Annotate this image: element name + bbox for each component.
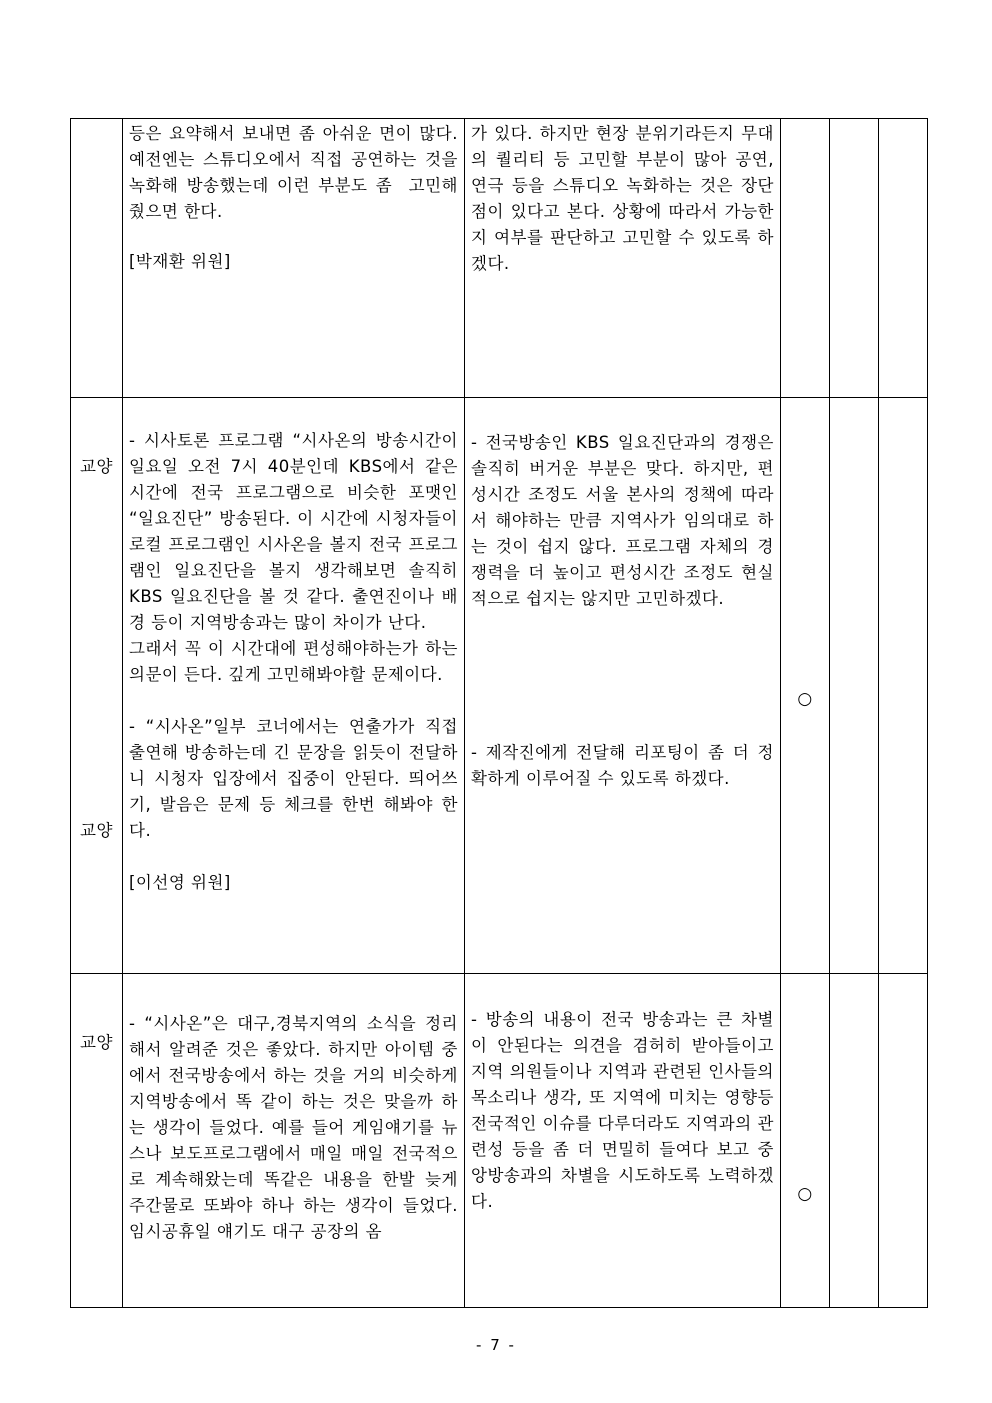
table-row [71,119,928,398]
response-cell [465,119,781,398]
reflection-mark-cell [781,398,830,974]
opinion-text: - “시사온”일부 코너에서는 연출가가 직접 출연해 방송하는데 긴 문장을 읽듯이 전달하니 시청자 입장에서 집중이 안된다. 띄어쓰기, 발음은 문제 등 체크를 한번 해봐야 한다. [129,717,464,840]
review-table [70,118,928,1308]
blank-cell [879,974,928,1308]
opinion-spacer [129,844,458,870]
committee-member-name: [이선영 위원] [129,873,231,892]
table-row [71,398,928,974]
response-text: - 전국방송인 KBS 일요진단과의 경쟁은 솔직히 버거운 부분은 맞다. 하지만, 편성시간 조정도 서울 본사의 정책에 따라서 해야하는 만큼 지역사가 임의대로 하는 것이 쉽지 않다. 프로그램 자체의 경쟁력을 더 높이고 편성시간 조정도 현실적으로 쉽지는 않지만 고민하겠다. [471,433,780,608]
opinion-text: 그래서 꼭 이 시간대에 편성해야하는가 하는 의문이 든다. 깊게 고민해봐야할 문제이다. [129,639,464,684]
reflection-mark-cell [781,119,830,398]
response-cell [465,398,781,974]
category-label: 교양 [80,457,113,476]
opinion-text: - 시사토론 프로그램 “시사온의 방송시간이 일요일 오전 7시 40분인데 KBS에서 같은 시간에 전국 프로그램으로 비슷한 포맷인 “일요진단” 방송된다. 이 시간에 시청자들이 로컬 프로그램인 시사온을 볼지 전국 프로그램인 일요진단을 볼지 생각해보면 솔직히 KBS 일요진단을 볼 것 같다. 출연진이나 배경 등이 지역방송과는 많이 차이가 난다. [129,431,464,632]
category-cell [71,119,123,398]
opinion-cell [123,398,465,974]
opinion-text: - “시사온”은 대구,경북지역의 소식을 정리해서 알려준 것은 좋았다. 하지만 아이템 중에서 전국방송에서 하는 것을 거의 비슷하게 지역방송에서 똑 같이 하는 것은 맞을까 하는 생각이 들었다. 예를 들어 게임얘기를 뉴스나 보도프로그램에서 매일 매일 전국적으로 계속해왔는데 똑같은 내용을 한발 늦게 주간물로 또봐야 하나 하는 생각이 들었다. 임시공휴일 얘기도 대구 공장의 옴 [129,1014,464,1241]
response-cell [465,974,781,1308]
table-row [71,974,928,1308]
reflection-mark: ○ [797,689,813,709]
opinion-text: 등은 요약해서 보내면 좀 아쉬운 면이 많다. 예전엔는 스튜디오에서 직접 공연하는 것을 녹화해 방송했는데 이런 부분도 좀 고민해줬으면 한다. [129,124,464,221]
blank-cell [879,398,928,974]
committee-member-name: [박재환 위원] [129,252,231,271]
opinion-cell [123,974,465,1308]
blank-cell [830,119,879,398]
blank-cell [879,119,928,398]
category-cell [71,398,123,974]
response-text: 가 있다. 하지만 현장 분위기라든지 무대의 퀄리티 등 고민할 부분이 많아 공연, 연극 등을 스튜디오 녹화하는 것은 장단점이 있다고 본다. 상황에 따라서 가능한지 여부를 판단하고 고민할 수 있도록 하겠다. [471,124,780,273]
reflection-mark: ○ [797,1184,813,1204]
category-cell [71,974,123,1308]
blank-cell [830,398,879,974]
blank-cell [830,974,879,1308]
response-text: - 방송의 내용이 전국 방송과는 큰 차별이 안된다는 의견을 겸허히 받아들이고 지역 의원들이나 지역과 관련된 인사들의 목소리나 생각, 또 지역에 미치는 영향등 전국적인 이슈를 다루더라도 지역과의 관련성 등을 좀 더 면밀히 들여다 보고 중앙방송과의 차별을 시도하도록 노력하겠다. [471,1010,780,1211]
category-label: 교양 [80,821,113,840]
page-number: - 7 - [476,1336,516,1354]
response-text: - 제작진에게 전달해 리포팅이 좀 더 정확하게 이루어질 수 있도록 하겠다. [471,743,774,788]
opinion-cell [123,119,465,398]
category-label: 교양 [80,1033,113,1052]
opinion-spacer [129,225,458,251]
reflection-mark-cell [781,974,830,1308]
category-label [71,119,122,145]
